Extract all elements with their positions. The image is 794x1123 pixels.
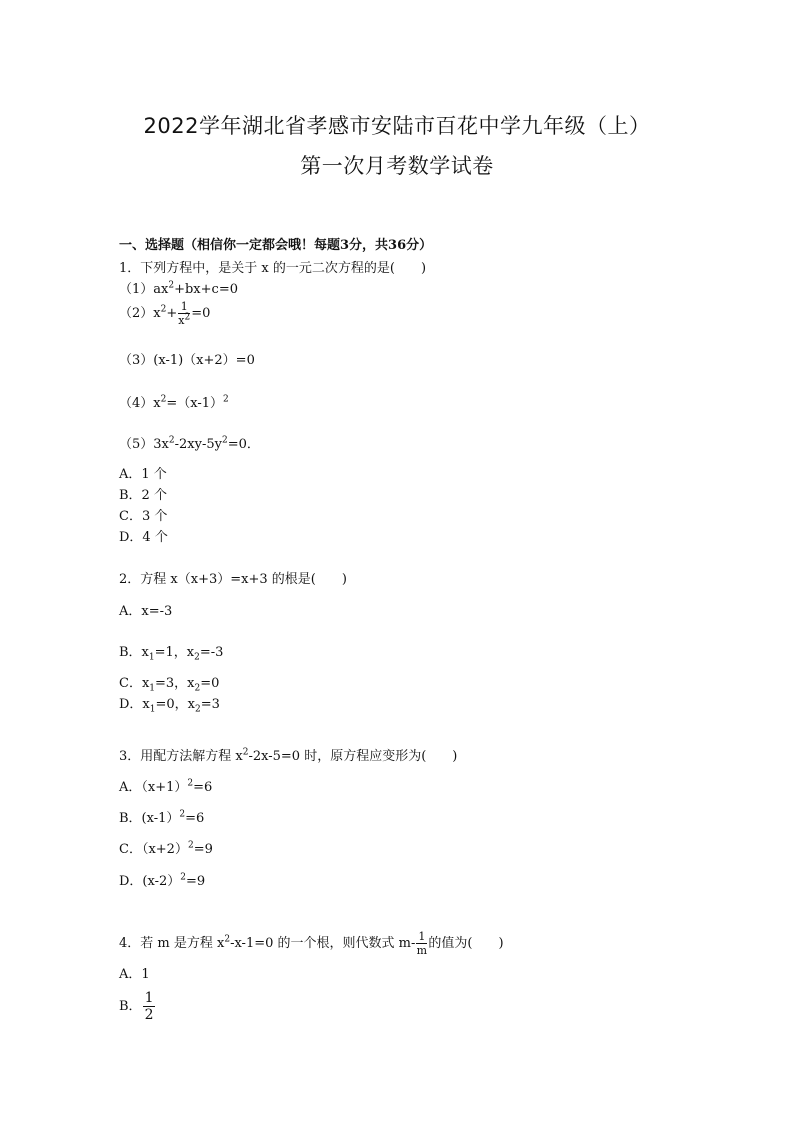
q3-a-rest: =6: [193, 780, 213, 795]
q3-b-rest: =6: [185, 811, 205, 826]
q2-b-text: B．x: [119, 645, 149, 660]
q2-b-sub1: 1: [148, 652, 155, 663]
fraction-denominator-exp: 2: [184, 312, 191, 323]
q1-stem: 1．下列方程中，是关于 x 的一元二次方程的是( ): [119, 261, 427, 276]
q1-item-2-plus: +: [166, 306, 178, 321]
q4-stem-text: 4．若 m 是方程 x: [119, 936, 225, 951]
q4-stem-mid: -x-1=0 的一个根，则代数式 m-: [230, 936, 416, 951]
q2-d-end: =3: [200, 697, 220, 712]
q1-item-4: [119, 396, 229, 412]
q1-option-c: C．3 个: [119, 509, 168, 524]
q1-item-4-text: （4）x: [119, 396, 161, 411]
fraction-denominator: [178, 314, 190, 327]
q3-option-a: [119, 780, 212, 796]
q3-option-d: [119, 874, 205, 890]
exam-title-line2: 第一次月考数学试卷: [300, 154, 494, 178]
exam-title-line1: 2022学年湖北省孝感市安陆市百花中学九年级（上）: [143, 114, 651, 138]
q3-b-text: B．(x-1）: [119, 811, 180, 826]
q2-option-d: [119, 697, 220, 713]
q2-b-mid: =1，x: [154, 645, 195, 660]
section-heading: 一、选择题（相信你一定都会哦！每题3分，共36分）: [119, 238, 433, 253]
fraction-denominator-base: x: [178, 314, 185, 327]
q2-option-b: [119, 645, 223, 661]
q4-stem-exp: 2: [224, 934, 231, 945]
q1-option-b: B．2 个: [119, 488, 167, 503]
q2-d-text: D．x: [119, 697, 150, 712]
q1-item-2-exp: 2: [160, 304, 167, 315]
q3-c-rest: =9: [193, 842, 213, 857]
q3-option-c: [119, 842, 213, 858]
q2-c-sub1: 1: [149, 683, 156, 694]
q1-item-4-exp: 2: [160, 394, 167, 405]
q3-b-exp: 2: [179, 809, 186, 820]
q4-stem-fraction: [416, 930, 427, 957]
q1-item-1: [119, 282, 238, 298]
fraction-denominator: m: [416, 944, 428, 957]
q4-stem-rest: 的值为( ): [428, 936, 504, 951]
q2-c-sub2: 2: [194, 683, 201, 694]
q3-stem-text: 3．用配方法解方程 x: [119, 749, 243, 764]
q1-item-1-text: （1）ax: [119, 282, 169, 297]
q3-stem-rest: -2x-5=0 时，原方程应变形为( ): [248, 749, 458, 764]
q3-c-text: C．（x+2）: [119, 842, 188, 857]
q1-option-a: A．1 个: [119, 467, 167, 482]
q3-a-exp: 2: [187, 778, 194, 789]
q1-item-5-exp: 2: [168, 435, 175, 446]
q2-c-end: =0: [200, 676, 220, 691]
q1-item-1-exp: 2: [168, 280, 175, 291]
q1-item-2-rest: =0: [191, 306, 211, 321]
q2-c-text: C．x: [119, 676, 150, 691]
q1-item-4-rest: =（x-1）: [166, 396, 224, 411]
q3-option-b: [119, 811, 204, 827]
q2-c-mid: =3，x: [155, 676, 195, 691]
q4-stem: [119, 930, 504, 957]
q3-c-exp: 2: [187, 840, 194, 851]
q4-b-label: B．: [119, 999, 142, 1014]
q4-b-fraction: [143, 990, 156, 1023]
q1-item-1-rest: +bx+c=0: [174, 282, 238, 297]
q1-item-2-text: （2）x: [119, 306, 161, 321]
q3-stem-exp: 2: [242, 747, 249, 758]
q2-option-a: A．x=-3: [119, 604, 173, 619]
q1-item-2: [119, 300, 210, 327]
q2-d-sub1: 1: [149, 704, 156, 715]
q1-item-5-rest: =0．: [227, 437, 260, 452]
q1-option-d: D．4 个: [119, 530, 168, 545]
q1-item-5: [119, 437, 260, 453]
q1-item-4-exp2: 2: [223, 394, 229, 405]
q3-d-text: D．(x-2）: [119, 874, 181, 889]
q1-item-2-fraction: [178, 300, 190, 327]
q3-d-rest: =9: [186, 874, 206, 889]
q3-a-text: A．（x+1）: [119, 780, 188, 795]
q2-b-end: =-3: [199, 645, 224, 660]
q2-b-sub2: 2: [194, 652, 200, 663]
fraction-numerator: 1: [144, 990, 154, 1006]
q3-stem: [119, 749, 457, 765]
q2-d-mid: =0，x: [155, 697, 195, 712]
fraction-numerator: 1: [178, 300, 190, 314]
q1-item-5-text: （5）3x: [119, 437, 169, 452]
q4-option-a: A．1: [119, 967, 150, 982]
q3-d-exp: 2: [180, 872, 186, 883]
q2-stem: 2．方程 x（x+3）=x+3 的根是( ): [119, 572, 347, 587]
q1-item-5-exp2: 2: [221, 435, 228, 446]
q1-item-5-mid: -2xy-5y: [174, 437, 222, 452]
fraction-numerator: 1: [418, 930, 426, 943]
q1-item-3: （3）(x-1)（x+2）=0: [119, 353, 255, 368]
q4-option-b: [119, 990, 156, 1023]
q2-option-c: [119, 676, 219, 692]
fraction-denominator: 2: [144, 1007, 154, 1023]
q2-d-sub2: 2: [195, 704, 201, 715]
